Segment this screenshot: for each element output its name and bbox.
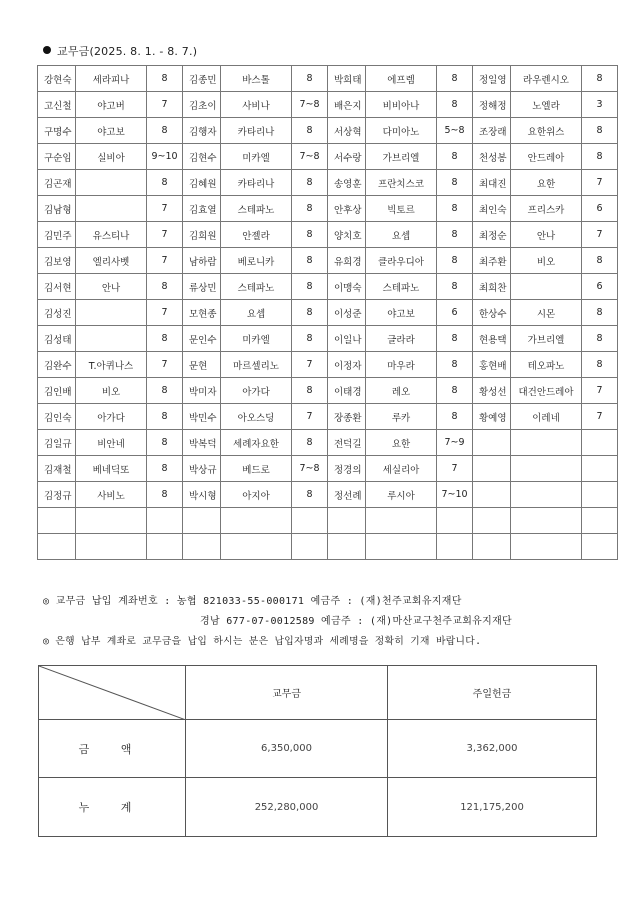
months-paid: 8 xyxy=(437,326,473,352)
months-paid: 8 xyxy=(437,196,473,222)
baptismal-name: 빅토르 xyxy=(366,196,437,222)
header-corner xyxy=(39,666,186,720)
baptismal-name: 비비아나 xyxy=(366,92,437,118)
months-paid: 8 xyxy=(292,300,328,326)
member-name: 황성선 xyxy=(473,378,511,404)
member-name: 모현종 xyxy=(183,300,221,326)
table-row xyxy=(38,222,618,248)
months-paid: 8 xyxy=(292,248,328,274)
baptismal-name: 테오파노 xyxy=(511,352,582,378)
baptismal-name: 요한 xyxy=(366,430,437,456)
diagonal-line xyxy=(39,666,186,720)
baptismal-name: 야고보 xyxy=(76,118,147,144)
member-name: 장종환 xyxy=(328,404,366,430)
baptismal-name: 비오 xyxy=(76,378,147,404)
baptismal-name: 다미아노 xyxy=(366,118,437,144)
baptismal-name: 요셉 xyxy=(221,300,292,326)
months-paid: 6 xyxy=(582,274,618,300)
months-paid: 8 xyxy=(147,274,183,300)
baptismal-name: 바스톨 xyxy=(221,66,292,92)
member-name: 류상민 xyxy=(183,274,221,300)
member-name: 최주환 xyxy=(473,248,511,274)
baptismal-name: 야고버 xyxy=(76,92,147,118)
member-name: 김인배 xyxy=(38,378,76,404)
member-name: 서상혁 xyxy=(328,118,366,144)
months-paid: 7~10 xyxy=(437,482,473,508)
member-name: 김보영 xyxy=(38,248,76,274)
member-name: 양치호 xyxy=(328,222,366,248)
payment-instruction: ◎ 은행 납부 계좌로 교무금을 납입 하시는 분은 납입자명과 세례명을 정확히 기재 바랍니다. xyxy=(43,636,482,647)
months-paid: 8 xyxy=(147,404,183,430)
baptismal-name: 안젤라 xyxy=(221,222,292,248)
baptismal-name xyxy=(76,196,147,222)
member-name: 김초이 xyxy=(183,92,221,118)
baptismal-name: 클라우디아 xyxy=(366,248,437,274)
baptismal-name: 시몬 xyxy=(511,300,582,326)
member-name: 김완수 xyxy=(38,352,76,378)
months-paid: 8 xyxy=(437,170,473,196)
baptismal-name: T.아퀴나스 xyxy=(76,352,147,378)
total-offering: 121,175,200 xyxy=(388,778,597,837)
member-name: 최희찬 xyxy=(473,274,511,300)
months-paid: 9~10 xyxy=(147,144,183,170)
months-paid xyxy=(582,508,618,534)
bullet-icon xyxy=(43,46,51,54)
baptismal-name: 실비아 xyxy=(76,144,147,170)
months-paid: 8 xyxy=(582,248,618,274)
baptismal-name: 마르셀리노 xyxy=(221,352,292,378)
member-name: 김행자 xyxy=(183,118,221,144)
table-row xyxy=(38,248,618,274)
months-paid: 8 xyxy=(437,274,473,300)
member-name: 황예영 xyxy=(473,404,511,430)
baptismal-name: 비안네 xyxy=(76,430,147,456)
member-name: 박희태 xyxy=(328,66,366,92)
baptismal-name: 사비나 xyxy=(221,92,292,118)
member-name: 문인수 xyxy=(183,326,221,352)
baptismal-name: 에프렘 xyxy=(366,66,437,92)
baptismal-name xyxy=(511,534,582,560)
baptismal-name: 안나 xyxy=(76,274,147,300)
table-row xyxy=(38,378,618,404)
baptismal-name: 스테파노 xyxy=(366,274,437,300)
months-paid: 7 xyxy=(582,404,618,430)
baptismal-name xyxy=(511,482,582,508)
account-note: ◎ 교무금 납입 계좌번호 : 농협 821033-55-000171 예금주 : (재)천주교회유지재단 xyxy=(43,596,462,607)
amount-donation: 6,350,000 xyxy=(186,720,388,778)
baptismal-name: 대건안드레아 xyxy=(511,378,582,404)
months-paid: 3 xyxy=(582,92,618,118)
member-name xyxy=(473,534,511,560)
baptismal-name: 노엘라 xyxy=(511,92,582,118)
baptismal-name: 아가다 xyxy=(76,404,147,430)
months-paid: 8 xyxy=(292,326,328,352)
member-name: 정일영 xyxy=(473,66,511,92)
row-label-total: 누 계 xyxy=(39,778,186,837)
months-paid: 7~8 xyxy=(292,144,328,170)
baptismal-name xyxy=(221,534,292,560)
months-paid: 8 xyxy=(437,248,473,274)
donation-table xyxy=(37,65,618,560)
months-paid: 8 xyxy=(147,326,183,352)
member-name xyxy=(183,508,221,534)
baptismal-name: 라우렌시오 xyxy=(511,66,582,92)
baptismal-name: 카타리나 xyxy=(221,118,292,144)
table-row xyxy=(38,430,618,456)
baptismal-name xyxy=(221,508,292,534)
months-paid: 8 xyxy=(292,378,328,404)
baptismal-name: 레오 xyxy=(366,378,437,404)
months-paid: 8 xyxy=(582,118,618,144)
months-paid: 5~8 xyxy=(437,118,473,144)
member-name xyxy=(473,456,511,482)
baptismal-name: 루시아 xyxy=(366,482,437,508)
months-paid: 7~8 xyxy=(292,456,328,482)
months-paid xyxy=(582,482,618,508)
member-name: 박복덕 xyxy=(183,430,221,456)
months-paid xyxy=(437,534,473,560)
member-name xyxy=(328,508,366,534)
baptismal-name: 베네딕또 xyxy=(76,456,147,482)
months-paid: 8 xyxy=(582,66,618,92)
months-paid: 8 xyxy=(437,222,473,248)
member-name: 구명수 xyxy=(38,118,76,144)
months-paid: 8 xyxy=(582,300,618,326)
months-paid xyxy=(147,508,183,534)
baptismal-name: 요한위스 xyxy=(511,118,582,144)
table-row xyxy=(38,534,618,560)
member-name xyxy=(473,482,511,508)
months-paid xyxy=(292,508,328,534)
member-name: 김남형 xyxy=(38,196,76,222)
baptismal-name: 글라라 xyxy=(366,326,437,352)
baptismal-name xyxy=(76,170,147,196)
member-name: 서수랑 xyxy=(328,144,366,170)
table-row xyxy=(38,508,618,534)
months-paid: 8 xyxy=(292,196,328,222)
months-paid: 8 xyxy=(292,430,328,456)
member-name: 이태경 xyxy=(328,378,366,404)
table-row xyxy=(38,352,618,378)
months-paid: 7 xyxy=(292,352,328,378)
months-paid: 7 xyxy=(582,222,618,248)
baptismal-name: 비오 xyxy=(511,248,582,274)
baptismal-name: 요셉 xyxy=(366,222,437,248)
months-paid: 7 xyxy=(147,352,183,378)
baptismal-name: 안드레아 xyxy=(511,144,582,170)
member-name: 이성준 xyxy=(328,300,366,326)
member-name: 김혜원 xyxy=(183,170,221,196)
months-paid: 8 xyxy=(437,92,473,118)
baptismal-name: 미카엘 xyxy=(221,144,292,170)
baptismal-name: 베드로 xyxy=(221,456,292,482)
member-name: 최정순 xyxy=(473,222,511,248)
table-row xyxy=(38,66,618,92)
months-paid: 8 xyxy=(147,66,183,92)
months-paid: 8 xyxy=(437,66,473,92)
member-name: 한상수 xyxy=(473,300,511,326)
months-paid: 8 xyxy=(147,378,183,404)
summary-header-donation: 교무금 xyxy=(186,666,388,720)
baptismal-name: 미카엘 xyxy=(221,326,292,352)
table-row xyxy=(38,274,618,300)
summary-header-offering: 주일헌금 xyxy=(388,666,597,720)
baptismal-name: 세례자요한 xyxy=(221,430,292,456)
member-name: 강현숙 xyxy=(38,66,76,92)
baptismal-name: 스테파노 xyxy=(221,274,292,300)
baptismal-name: 이레네 xyxy=(511,404,582,430)
baptismal-name xyxy=(76,326,147,352)
member-name: 송영훈 xyxy=(328,170,366,196)
months-paid: 6 xyxy=(437,300,473,326)
baptismal-name: 베로니카 xyxy=(221,248,292,274)
member-name: 유희경 xyxy=(328,248,366,274)
months-paid: 6 xyxy=(582,196,618,222)
member-name: 김인숙 xyxy=(38,404,76,430)
member-name: 천성봉 xyxy=(473,144,511,170)
baptismal-name: 세실리아 xyxy=(366,456,437,482)
member-name: 박미자 xyxy=(183,378,221,404)
months-paid: 8 xyxy=(437,404,473,430)
months-paid: 8 xyxy=(147,482,183,508)
months-paid xyxy=(582,430,618,456)
baptismal-name xyxy=(76,534,147,560)
baptismal-name: 세라피나 xyxy=(76,66,147,92)
months-paid: 7 xyxy=(147,222,183,248)
baptismal-name: 아오스딩 xyxy=(221,404,292,430)
member-name: 박상규 xyxy=(183,456,221,482)
months-paid: 8 xyxy=(147,456,183,482)
member-name: 이일나 xyxy=(328,326,366,352)
months-paid: 8 xyxy=(292,222,328,248)
member-name: 배은지 xyxy=(328,92,366,118)
member-name: 김일규 xyxy=(38,430,76,456)
member-name: 김곤재 xyxy=(38,170,76,196)
total-donation: 252,280,000 xyxy=(186,778,388,837)
member-name: 김민주 xyxy=(38,222,76,248)
table-row xyxy=(38,456,618,482)
member-name: 현용택 xyxy=(473,326,511,352)
table-row xyxy=(38,482,618,508)
months-paid: 7~8 xyxy=(292,92,328,118)
baptismal-name: 유스티나 xyxy=(76,222,147,248)
months-paid xyxy=(147,534,183,560)
table-row xyxy=(38,300,618,326)
member-name: 홍현배 xyxy=(473,352,511,378)
months-paid: 8 xyxy=(437,144,473,170)
member-name: 박시형 xyxy=(183,482,221,508)
baptismal-name: 카타리나 xyxy=(221,170,292,196)
months-paid: 8 xyxy=(147,118,183,144)
member-name: 정선례 xyxy=(328,482,366,508)
member-name xyxy=(473,430,511,456)
member-name: 김종민 xyxy=(183,66,221,92)
months-paid: 8 xyxy=(582,326,618,352)
member-name: 구순임 xyxy=(38,144,76,170)
member-name xyxy=(328,534,366,560)
months-paid xyxy=(437,508,473,534)
table-row xyxy=(38,196,618,222)
months-paid: 7~9 xyxy=(437,430,473,456)
member-name: 남하람 xyxy=(183,248,221,274)
months-paid: 7 xyxy=(147,196,183,222)
account-note-2: 경남 677-07-0012589 예금주 : (재)마산교구천주교회유지재단 xyxy=(200,616,513,627)
member-name: 정경의 xyxy=(328,456,366,482)
table-row xyxy=(38,92,618,118)
months-paid: 8 xyxy=(292,274,328,300)
baptismal-name: 가브리엘 xyxy=(511,326,582,352)
months-paid: 8 xyxy=(292,118,328,144)
table-row xyxy=(38,144,618,170)
months-paid: 8 xyxy=(292,170,328,196)
baptismal-name xyxy=(511,274,582,300)
member-name: 김현수 xyxy=(183,144,221,170)
member-name: 김정규 xyxy=(38,482,76,508)
row-label-amount: 금 액 xyxy=(39,720,186,778)
member-name: 조장래 xyxy=(473,118,511,144)
months-paid: 7 xyxy=(147,92,183,118)
baptismal-name: 안나 xyxy=(511,222,582,248)
baptismal-name: 아가다 xyxy=(221,378,292,404)
months-paid xyxy=(582,534,618,560)
summary-table xyxy=(38,665,597,837)
baptismal-name: 마우라 xyxy=(366,352,437,378)
months-paid: 8 xyxy=(437,352,473,378)
member-name xyxy=(183,534,221,560)
table-row xyxy=(38,404,618,430)
baptismal-name: 프리스카 xyxy=(511,196,582,222)
months-paid xyxy=(582,456,618,482)
baptismal-name: 아지아 xyxy=(221,482,292,508)
baptismal-name: 요한 xyxy=(511,170,582,196)
baptismal-name: 루카 xyxy=(366,404,437,430)
months-paid: 8 xyxy=(437,378,473,404)
baptismal-name: 스테파노 xyxy=(221,196,292,222)
member-name: 박민수 xyxy=(183,404,221,430)
baptismal-name xyxy=(511,508,582,534)
baptismal-name: 가브리엘 xyxy=(366,144,437,170)
months-paid: 7 xyxy=(437,456,473,482)
months-paid: 7 xyxy=(582,378,618,404)
member-name: 최대진 xyxy=(473,170,511,196)
baptismal-name xyxy=(76,300,147,326)
months-paid: 7 xyxy=(147,300,183,326)
table-row xyxy=(38,326,618,352)
section-title: 교무금(2025. 8. 1. - 8. 7.) xyxy=(43,43,197,59)
baptismal-name xyxy=(366,534,437,560)
member-name: 최인숙 xyxy=(473,196,511,222)
baptismal-name: 사비노 xyxy=(76,482,147,508)
baptismal-name xyxy=(366,508,437,534)
months-paid: 7 xyxy=(147,248,183,274)
table-row xyxy=(38,170,618,196)
baptismal-name: 프란치스코 xyxy=(366,170,437,196)
member-name: 김성진 xyxy=(38,300,76,326)
member-name: 이정자 xyxy=(328,352,366,378)
months-paid: 7 xyxy=(582,170,618,196)
baptismal-name: 엘리사벳 xyxy=(76,248,147,274)
member-name: 고신철 xyxy=(38,92,76,118)
table-row xyxy=(38,118,618,144)
member-name: 이맹숙 xyxy=(328,274,366,300)
baptismal-name: 야고보 xyxy=(366,300,437,326)
member-name: 김효열 xyxy=(183,196,221,222)
member-name xyxy=(473,508,511,534)
baptismal-name xyxy=(76,508,147,534)
member-name: 김희원 xyxy=(183,222,221,248)
member-name: 김성태 xyxy=(38,326,76,352)
member-name: 전덕길 xyxy=(328,430,366,456)
months-paid: 8 xyxy=(292,66,328,92)
member-name: 문현 xyxy=(183,352,221,378)
months-paid: 8 xyxy=(292,482,328,508)
member-name: 정해정 xyxy=(473,92,511,118)
months-paid: 8 xyxy=(582,144,618,170)
months-paid xyxy=(292,534,328,560)
member-name xyxy=(38,534,76,560)
baptismal-name xyxy=(511,456,582,482)
member-name: 안후상 xyxy=(328,196,366,222)
months-paid: 8 xyxy=(582,352,618,378)
amount-offering: 3,362,000 xyxy=(388,720,597,778)
member-name: 김서현 xyxy=(38,274,76,300)
baptismal-name xyxy=(511,430,582,456)
months-paid: 8 xyxy=(147,430,183,456)
months-paid: 8 xyxy=(147,170,183,196)
months-paid: 7 xyxy=(292,404,328,430)
member-name: 김재철 xyxy=(38,456,76,482)
member-name xyxy=(38,508,76,534)
